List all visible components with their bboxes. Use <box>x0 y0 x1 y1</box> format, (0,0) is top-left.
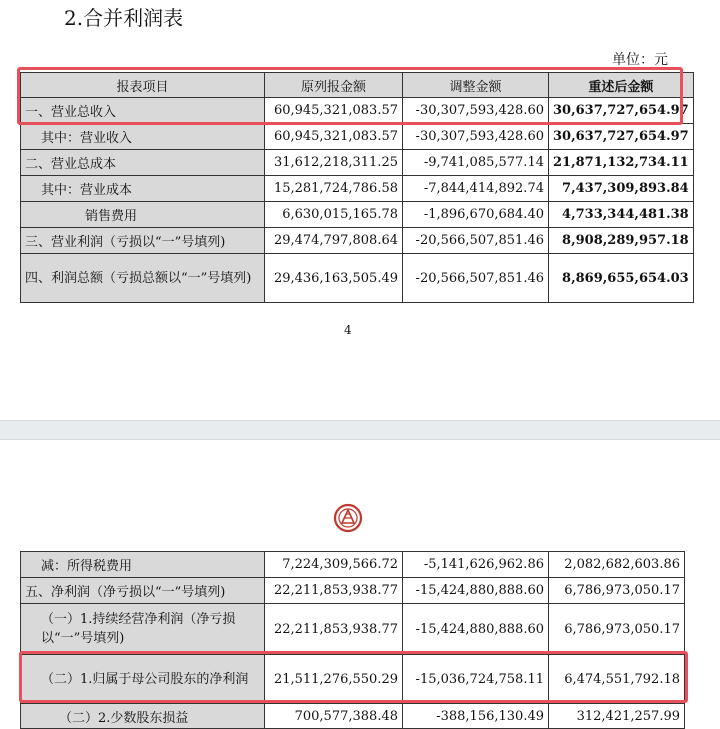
row-restated: 312,421,257.99 <box>549 704 685 729</box>
header-original: 原列报金额 <box>265 73 403 98</box>
row-item: （一）1.持续经营净利润（净亏损以“一”号填列) <box>21 604 265 655</box>
row-original: 700,577,388.48 <box>265 704 403 729</box>
row-item: 减：所得税费用 <box>21 552 265 578</box>
row-original: 60,945,321,083.57 <box>265 98 403 124</box>
row-restated: 7,437,309,893.84 <box>549 176 694 202</box>
header-restated: 重述后金额 <box>549 73 694 98</box>
row-original: 22,211,853,938.77 <box>265 578 403 604</box>
page-separator <box>0 420 720 440</box>
table-row <box>21 150 694 176</box>
row-adjustment: -5,141,626,962.86 <box>403 552 549 578</box>
row-item: 其中：营业收入 <box>21 124 265 150</box>
row-restated: 6,786,973,050.17 <box>549 604 685 655</box>
table-row <box>21 202 694 228</box>
row-restated: 30,637,727,654.97 <box>549 98 694 124</box>
row-item: 三、营业利润（亏损以“一”号填列) <box>21 228 265 254</box>
table-row <box>21 655 685 704</box>
table-row <box>21 704 685 729</box>
row-adjustment: -15,424,880,888.60 <box>403 578 549 604</box>
table-row <box>21 176 694 202</box>
header-adjustment: 调整金额 <box>403 73 549 98</box>
row-original: 22,211,853,938.77 <box>265 604 403 655</box>
row-adjustment: -7,844,414,892.74 <box>403 176 549 202</box>
row-restated: 4,733,344,481.38 <box>549 202 694 228</box>
row-item: （二）2.少数股东损益 <box>21 704 265 729</box>
table-row <box>21 254 694 303</box>
row-item: 一、营业总收入 <box>21 98 265 124</box>
page-number: 4 <box>344 323 352 337</box>
row-item: 四、利润总额（亏损总额以“一”号填列) <box>21 254 265 303</box>
table-row <box>21 228 694 254</box>
row-restated: 2,082,682,603.86 <box>549 552 685 578</box>
row-item: 销售费用 <box>21 202 265 228</box>
row-restated: 6,474,551,792.18 <box>549 655 685 704</box>
document-page-2 <box>0 440 720 726</box>
company-seal-icon <box>332 503 364 533</box>
row-original: 29,436,163,505.49 <box>265 254 403 303</box>
row-restated: 21,871,132,734.11 <box>549 150 694 176</box>
table-row <box>21 552 685 578</box>
row-restated: 6,786,973,050.17 <box>549 578 685 604</box>
row-item: （二）1.归属于母公司股东的净利润 <box>21 655 265 704</box>
row-restated: 8,869,655,654.03 <box>549 254 694 303</box>
row-restated: 30,637,727,654.97 <box>549 124 694 150</box>
row-original: 29,474,797,808.64 <box>265 228 403 254</box>
row-adjustment: -20,566,507,851.46 <box>403 254 549 303</box>
row-item: 其中：营业成本 <box>21 176 265 202</box>
row-original: 21,511,276,550.29 <box>265 655 403 704</box>
row-adjustment: -15,424,880,888.60 <box>403 604 549 655</box>
income-statement-table-2 <box>20 551 685 729</box>
page-title: 2.合并利润表 <box>64 6 184 30</box>
table-row <box>21 578 685 604</box>
row-adjustment: -388,156,130.49 <box>403 704 549 729</box>
row-adjustment: -30,307,593,428.60 <box>403 98 549 124</box>
table-row <box>21 604 685 655</box>
row-adjustment: -9,741,085,577.14 <box>403 150 549 176</box>
row-adjustment: -1,896,670,684.40 <box>403 202 549 228</box>
header-item: 报表项目 <box>21 73 265 98</box>
row-original: 15,281,724,786.58 <box>265 176 403 202</box>
row-original: 6,630,015,165.78 <box>265 202 403 228</box>
row-item: 二、营业总成本 <box>21 150 265 176</box>
row-original: 7,224,309,566.72 <box>265 552 403 578</box>
table-row <box>21 124 694 150</box>
row-original: 60,945,321,083.57 <box>265 124 403 150</box>
row-adjustment: -15,036,724,758.11 <box>403 655 549 704</box>
row-item: 五、净利润（净亏损以“一”号填列) <box>21 578 265 604</box>
row-adjustment: -20,566,507,851.46 <box>403 228 549 254</box>
unit-label: 单位：元 <box>612 52 668 68</box>
row-restated: 8,908,289,957.18 <box>549 228 694 254</box>
table-row <box>21 98 694 124</box>
row-adjustment: -30,307,593,428.60 <box>403 124 549 150</box>
row-original: 31,612,218,311.25 <box>265 150 403 176</box>
income-statement-table-1 <box>20 72 694 303</box>
